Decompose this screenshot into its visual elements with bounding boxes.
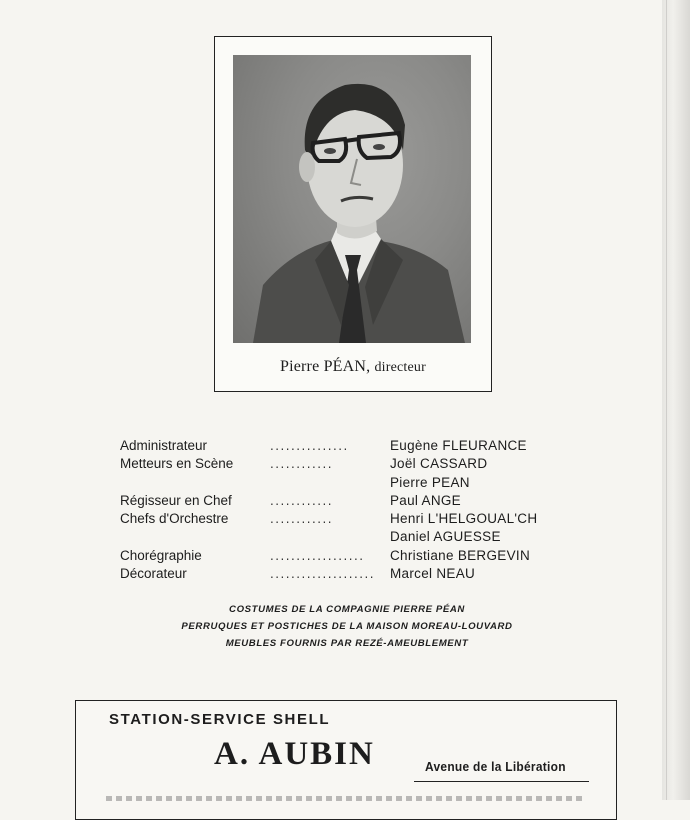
caption-name: Pierre PÉAN, bbox=[279, 358, 371, 375]
leader-dots: ............... bbox=[270, 438, 349, 453]
note-line: COSTUMES DE LA COMPAGNIE PIERRE PÉAN bbox=[229, 604, 465, 615]
page-edge bbox=[662, 0, 690, 800]
credit-role: Metteurs en Scène bbox=[120, 456, 234, 472]
production-notes bbox=[0, 601, 690, 652]
credit-person: Eugène FLEURANCE bbox=[390, 438, 527, 453]
credit-person: Joël CASSARD bbox=[390, 456, 488, 472]
credit-person: Paul ANGE bbox=[390, 492, 461, 508]
credit-role: Régisseur en Chef bbox=[120, 492, 232, 508]
credit-row bbox=[120, 565, 600, 583]
ad-business-name: A. AUBIN bbox=[214, 736, 375, 772]
credit-role: Chefs d'Orchestre bbox=[120, 511, 229, 527]
credit-row bbox=[120, 455, 600, 473]
credit-person: Christiane BERGEVIN bbox=[390, 547, 530, 563]
credit-person: Daniel AGUESSE bbox=[390, 529, 501, 545]
credit-row bbox=[120, 474, 600, 492]
credit-person: Henri L'HELGOUAL'CH bbox=[390, 511, 538, 527]
credit-row bbox=[120, 492, 600, 510]
portrait-photo bbox=[233, 55, 471, 343]
portrait-caption bbox=[215, 358, 491, 376]
leader-dots: .................. bbox=[270, 547, 365, 563]
credits-list bbox=[120, 437, 600, 583]
leader-dots: .................... bbox=[270, 566, 376, 582]
advertisement-box bbox=[75, 700, 617, 820]
credit-role: Administrateur bbox=[120, 438, 208, 453]
ad-address: Avenue de la Libération bbox=[425, 759, 566, 774]
credit-role: Chorégraphie bbox=[120, 547, 202, 563]
portrait-frame bbox=[214, 36, 492, 392]
portrait-figure-icon bbox=[233, 55, 471, 343]
caption-role: directeur bbox=[374, 360, 426, 375]
ad-divider bbox=[414, 781, 589, 782]
ad-title: STATION-SERVICE SHELL bbox=[109, 711, 331, 728]
leader-dots: ............ bbox=[270, 511, 334, 527]
credit-row bbox=[120, 547, 600, 565]
credit-row bbox=[120, 437, 600, 455]
credit-row bbox=[120, 510, 600, 528]
ad-cropped-text bbox=[106, 796, 586, 801]
credit-row bbox=[120, 528, 600, 546]
credit-role: Décorateur bbox=[120, 566, 187, 582]
note-line: PERRUQUES ET POSTICHES DE LA MAISON MOREAU-LOUVARD bbox=[181, 621, 513, 632]
credit-person: Pierre PEAN bbox=[390, 474, 470, 490]
leader-dots: ............ bbox=[270, 456, 334, 472]
leader-dots: ............ bbox=[270, 492, 334, 508]
note-line: MEUBLES FOURNIS PAR REZÉ-AMEUBLEMENT bbox=[225, 638, 469, 649]
credit-person: Marcel NEAU bbox=[390, 566, 476, 582]
